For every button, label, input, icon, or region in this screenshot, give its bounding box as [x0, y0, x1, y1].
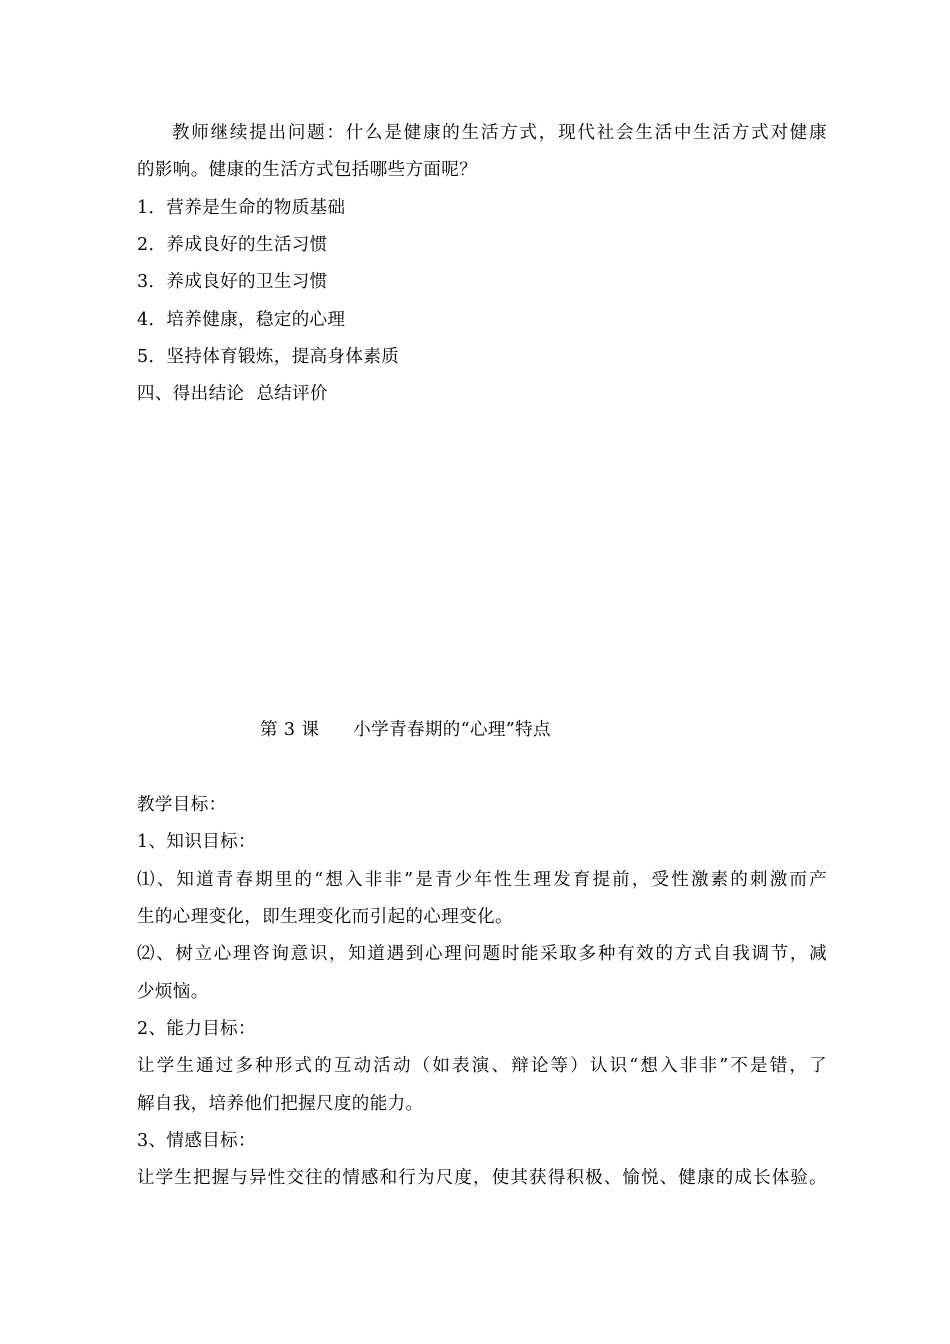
objectives-heading: 教学目标：	[137, 795, 227, 815]
lesson-name: 小学青春期的“心理”特点	[353, 720, 551, 740]
ability-paragraph-line-1: 让学生通过多种形式的互动活动（如表演、辩论等）认识“想入非非”不是错，了	[137, 1056, 827, 1076]
emotion-paragraph-line-1: 让学生把握与异性交往的情感和行为尺度，使其获得积极、愉悦、健康的成长体验。	[137, 1168, 827, 1188]
conclusion-heading: 四、得出结论 总结评价	[137, 384, 328, 404]
lesson-number: 第 3 课	[260, 720, 320, 740]
knowledge-item-1-line-1: ⑴、知道青春期里的“想入非非”是青少年性生理发育提前，受性激素的刺激而产	[137, 870, 827, 890]
lesson-title	[260, 718, 551, 742]
emotion-heading: 3、情感目标：	[137, 1131, 256, 1151]
intro-paragraph-line-2: 的影响。健康的生活方式包括哪些方面呢？	[137, 160, 478, 180]
ability-heading: 2、能力目标：	[137, 1019, 256, 1039]
knowledge-item-2-line-1: ⑵、树立心理咨询意识，知道遇到心理问题时能采取多种有效的方式自我调节，减	[137, 944, 827, 964]
list-item-5: 5．坚持体育锻炼，提高身体素质	[137, 347, 400, 367]
knowledge-heading: 1、知识目标：	[137, 832, 256, 852]
knowledge-item-1-line-2: 生的心理变化，即生理变化而引起的心理变化。	[137, 907, 513, 927]
list-item-2: 2．养成良好的生活习惯	[137, 235, 328, 255]
list-item-1: 1．营养是生命的物质基础	[137, 198, 346, 218]
knowledge-item-2-line-2: 少烦恼。	[137, 982, 209, 1002]
list-item-4: 4．培养健康，稳定的心理	[137, 310, 346, 330]
intro-paragraph-line-1: 教师继续提出问题：什么是健康的生活方式，现代社会生活中生活方式对健康	[172, 123, 827, 143]
list-item-3: 3．养成良好的卫生习惯	[137, 272, 328, 292]
ability-paragraph-line-2: 解自我，培养他们把握尺度的能力。	[137, 1094, 424, 1114]
